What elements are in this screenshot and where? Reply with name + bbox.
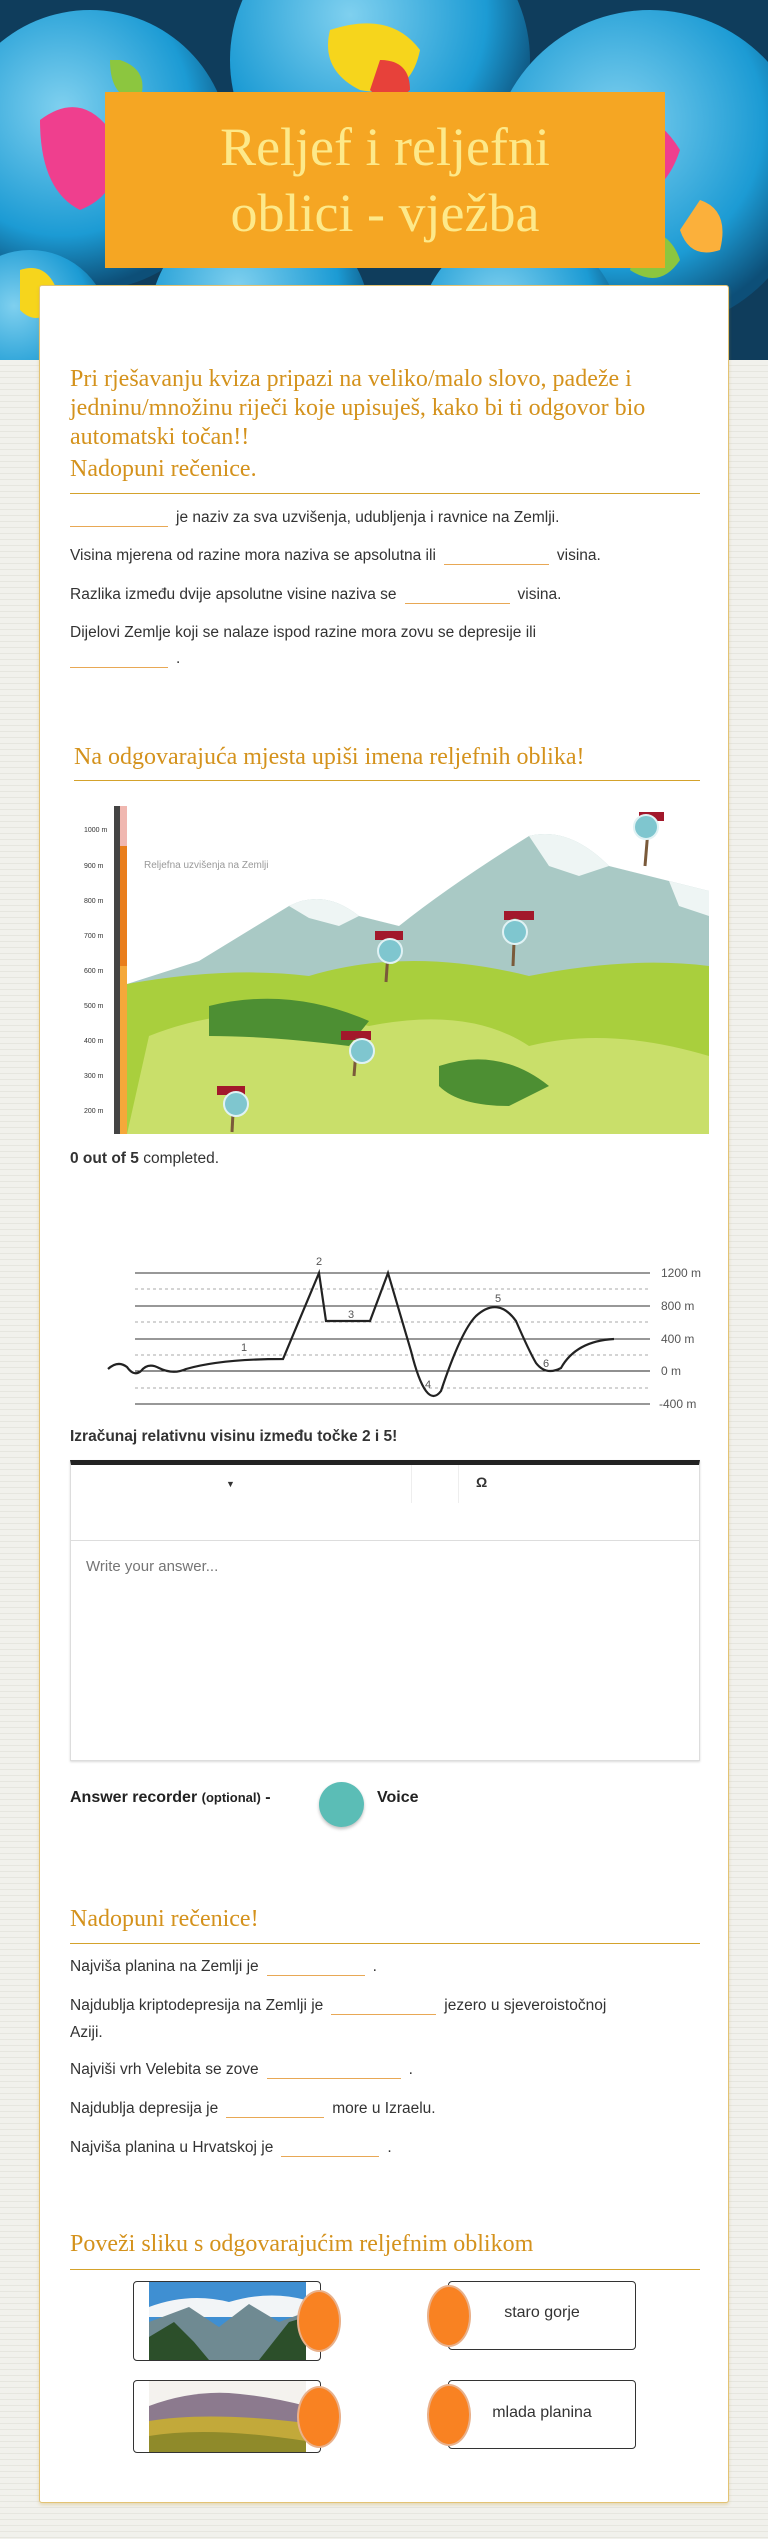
scale-label: 900 m xyxy=(84,863,104,870)
quiz-card xyxy=(39,285,729,2503)
sentence-text: Aziji. xyxy=(70,2024,103,2041)
sentence-text: Najviši vrh Velebita se zove xyxy=(70,2061,259,2078)
progress-count: 0 out of 5 xyxy=(70,1150,139,1167)
blank-input[interactable] xyxy=(267,2059,401,2079)
level-label: 0 m xyxy=(661,1364,682,1378)
recorder-optional: (optional) xyxy=(201,1790,261,1805)
scale-label: 700 m xyxy=(84,933,104,940)
sentence-text: visina. xyxy=(517,586,562,603)
section-heading-labeling: Na odgovarajuća mjesta upiši imena reljefnih oblika! xyxy=(74,744,585,770)
blank-input[interactable] xyxy=(281,2137,379,2157)
match-connector-dot[interactable] xyxy=(297,2386,341,2448)
page-title xyxy=(220,114,550,246)
title-line-1: Reljef i reljefni xyxy=(220,117,550,177)
editor-toolbar xyxy=(71,1465,699,1541)
mountain-photo-hills xyxy=(149,2381,306,2452)
sentence-text: Najdublja kriptodepresija na Zemlji je xyxy=(70,1997,324,2014)
scale-label: 1000 m xyxy=(84,827,108,834)
point-label: 3 xyxy=(347,1309,355,1321)
blank-input[interactable] xyxy=(226,2098,324,2118)
sentence-text: je naziv za sva uzvišenja, udubljenja i ravnice na Zemlji. xyxy=(176,509,560,526)
blank-input[interactable] xyxy=(405,584,510,604)
match-image-card[interactable] xyxy=(133,2380,321,2453)
scale-label: 600 m xyxy=(84,968,104,975)
recorder-dash: - xyxy=(265,1789,271,1806)
blank-input[interactable] xyxy=(70,648,168,668)
match-option-card[interactable] xyxy=(448,2281,636,2350)
match-option-label: staro gorje xyxy=(504,2304,580,2321)
sentence-text: visina. xyxy=(556,547,601,564)
sentence-text: Razlika između dvije apsolutne visine naziva se xyxy=(70,586,397,603)
record-voice-button[interactable] xyxy=(319,1782,364,1827)
section-heading-fill1: Nadopuni rečenice. xyxy=(70,456,257,482)
labeling-progress xyxy=(70,1148,219,1170)
blank-input[interactable] xyxy=(267,1956,365,1976)
point-label: 6 xyxy=(542,1358,550,1370)
sentence-text: . xyxy=(408,2061,413,2078)
progress-suffix: completed. xyxy=(143,1150,220,1167)
sentence-text: Najdublja depresija je xyxy=(70,2100,219,2117)
dropdown-caret-icon[interactable]: ▼ xyxy=(226,1479,235,1489)
match-image-card[interactable] xyxy=(133,2281,321,2361)
scale-label: 200 m xyxy=(84,1108,104,1115)
title-line-2: oblici - vježba xyxy=(230,183,540,243)
question-prompt: Izračunaj relativnu visinu između točke 2 i 5! xyxy=(70,1428,398,1445)
sentence-text: more u Izraelu. xyxy=(332,2100,436,2117)
scale-label: 800 m xyxy=(84,898,104,905)
altitude-scale xyxy=(84,827,108,1115)
voice-label: Voice xyxy=(377,1789,419,1806)
divider xyxy=(70,493,700,494)
match-connector-dot[interactable] xyxy=(297,2290,341,2352)
point-label: 2 xyxy=(315,1256,323,1268)
page-title-box xyxy=(105,92,665,268)
instructions-note: Pri rješavanju kviza pripazi na veliko/malo slovo, padeže i jedninu/množinu riječi koje upisuješ, kako bi ti odgovor bio automatski točan!! xyxy=(70,366,646,450)
divider xyxy=(70,2269,700,2270)
sentence-text: Najviša planina na Zemlji je xyxy=(70,1958,259,1975)
level-label: 800 m xyxy=(661,1299,695,1313)
divider xyxy=(70,1943,700,1944)
sentence-text: . xyxy=(372,1958,377,1975)
answer-recorder xyxy=(70,1789,271,1807)
blank-input[interactable] xyxy=(331,1995,436,2015)
profile-line xyxy=(108,1273,614,1396)
blank-input[interactable] xyxy=(70,507,168,527)
match-option-label: mlada planina xyxy=(492,2404,592,2421)
sentence-text: jezero u sjeveroistočnoj xyxy=(444,1997,607,2014)
relief-illustration xyxy=(81,806,721,1136)
point-label: 4 xyxy=(424,1379,432,1391)
mountain-photo-alps xyxy=(149,2282,306,2360)
relief-profile-diagram xyxy=(61,1241,721,1421)
level-label: 400 m xyxy=(661,1332,695,1346)
answer-textarea[interactable] xyxy=(71,1542,699,1760)
sentence-text: . xyxy=(176,650,181,667)
section-heading-matching: Poveži sliku s odgovarajućim reljefnim oblikom xyxy=(70,2231,534,2257)
scale-label: 400 m xyxy=(84,1038,104,1045)
section-heading-fill2: Nadopuni rečenice! xyxy=(70,1906,259,1932)
level-label: 1200 m xyxy=(661,1266,702,1280)
point-label: 5 xyxy=(494,1293,502,1305)
scale-label: 300 m xyxy=(84,1073,104,1080)
answer-editor xyxy=(70,1460,700,1761)
sentence-text: Najviša planina u Hrvatskoj je xyxy=(70,2139,274,2156)
illustration-caption: Reljefna uzvišenja na Zemlji xyxy=(144,860,269,871)
match-option-card[interactable] xyxy=(448,2380,636,2449)
scale-label: 500 m xyxy=(84,1003,104,1010)
label-hotspot[interactable] xyxy=(634,812,664,866)
blank-input[interactable] xyxy=(444,545,549,565)
point-label: 1 xyxy=(240,1342,248,1354)
sentence-text: . xyxy=(387,2139,392,2156)
level-label: -400 m xyxy=(659,1397,697,1411)
sentence-text: Visina mjerena od razine mora naziva se apsolutna ili xyxy=(70,547,436,564)
sentence-text: Dijelovi Zemlje koji se nalaze ispod razine mora zovu se depresije ili xyxy=(70,624,537,641)
divider xyxy=(74,780,700,781)
recorder-label: Answer recorder xyxy=(70,1789,198,1806)
special-character-button[interactable]: Ω xyxy=(476,1474,488,1490)
